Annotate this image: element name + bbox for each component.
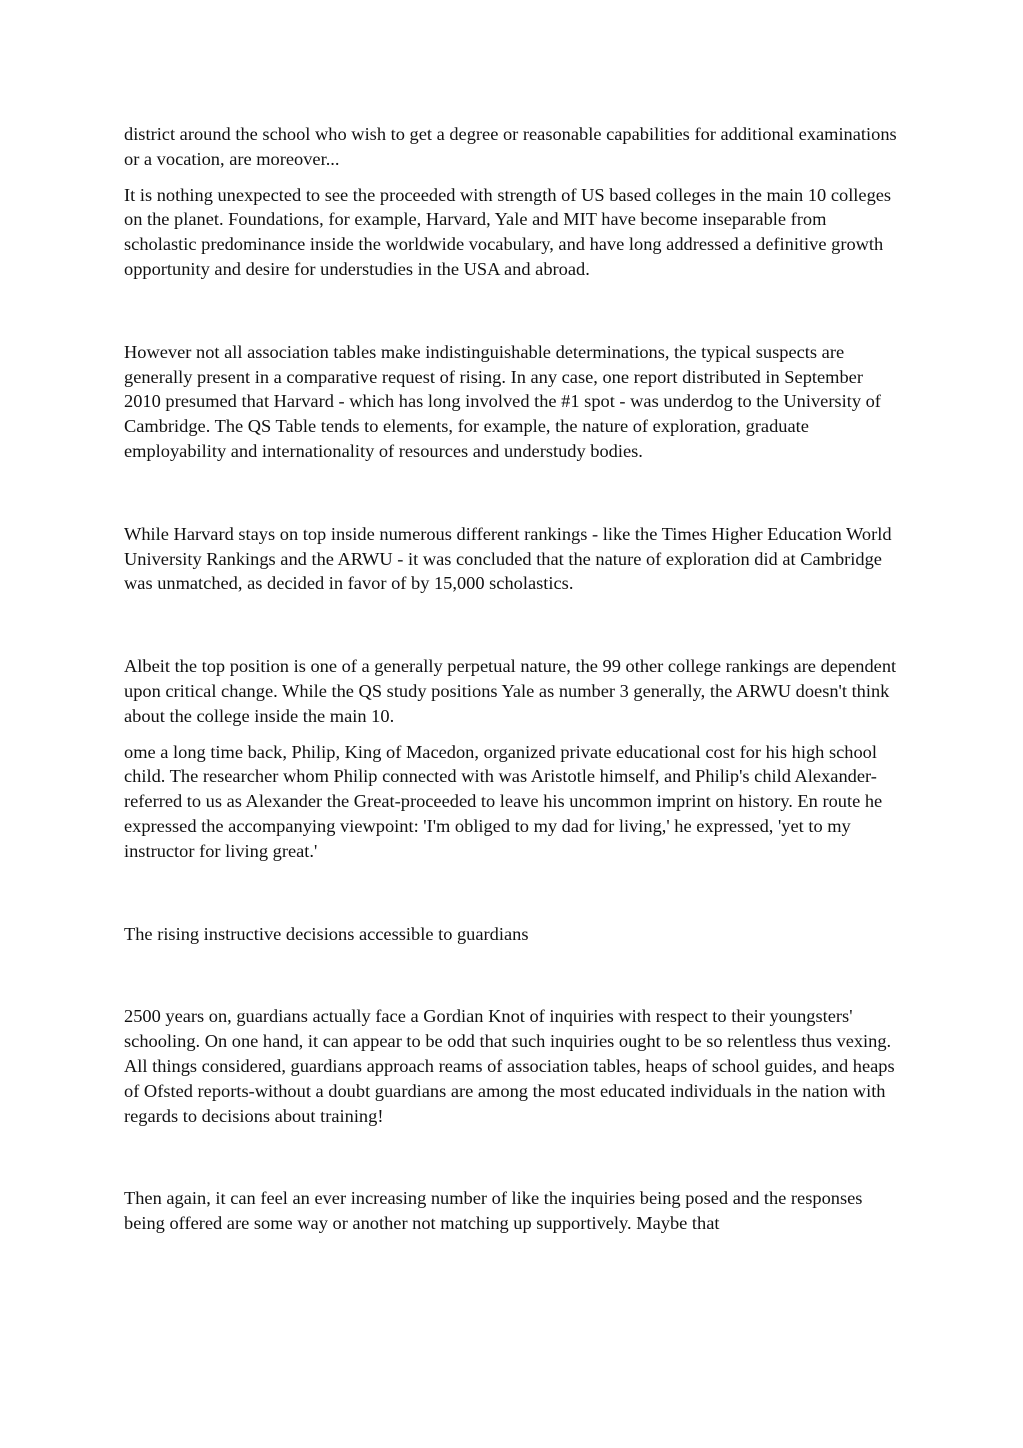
document-body: [124, 122, 900, 1236]
paragraph-association-tables: However not all association tables make indistinguishable determinations, the typical suspects are generally present in a comparative request of rising. In any case, one report distributed in September 2010 presumed that Harvard - which has long involved the #1 spot - was underdog to the University of Cambridge. The QS Table tends to elements, for example, the nature of exploration, graduate employability and internationality of resources and understudy bodies.: [124, 341, 881, 461]
section-heading: The rising instructive decisions accessible to guardians: [124, 923, 529, 944]
paragraph-then-again: Then again, it can feel an ever increasing number of like the inquiries being posed and the responses being offered are some way or another not matching up supportively. Maybe that: [124, 1188, 863, 1234]
paragraph-gordian-knot: 2500 years on, guardians actually face a Gordian Knot of inquiries with respect to their youngsters' schooling. On one hand, it can appear to be odd that such inquiries ought to be so relentless thus vexing. All things considered, guardians approach reams of association tables, heaps of school guides, and heaps of Ofsted reports-without a doubt guardians are among the most educated individuals in the nation with regards to decisions about training!: [124, 1006, 895, 1126]
paragraph-top-position: Albeit the top position is one of a generally perpetual nature, the 99 other college rankings are dependent upon critical change. While the QS study positions Yale as number 3 generally, the ARWU doesn't think about the college inside the main 10.: [124, 656, 897, 726]
paragraph-us-colleges: It is nothing unexpected to see the proceeded with strength of US based colleges in the main 10 colleges on the planet. Foundations, for example, Harvard, Yale and MIT have become inseparable from scholastic predominance inside the worldwide vocabulary, and have long addressed a definitive growth opportunity and desire for understudies in the USA and abroad.: [124, 184, 892, 279]
paragraph-philip-macedon: ome a long time back, Philip, King of Macedon, organized private educational cost for his high school child. The researcher whom Philip connected with was Aristotle himself, and Philip's child Alexander-referred to us as Alexander the Great-proceeded to leave his uncommon imprint on history. En route he expressed the accompanying viewpoint: 'I'm obliged to my dad for living,' he expressed, 'yet to my instructor for living great.': [124, 741, 883, 861]
paragraph-intro-fragment: district around the school who wish to get a degree or reasonable capabilities for additional examinations or a vocation, are moreover...: [124, 124, 897, 169]
paragraph-harvard-rankings: While Harvard stays on top inside numerous different rankings - like the Times Higher Education World University Rankings and the ARWU - it was concluded that the nature of exploration did at Cambridge was unmatched, as decided in favor of by 15,000 scholastics.: [124, 523, 892, 594]
